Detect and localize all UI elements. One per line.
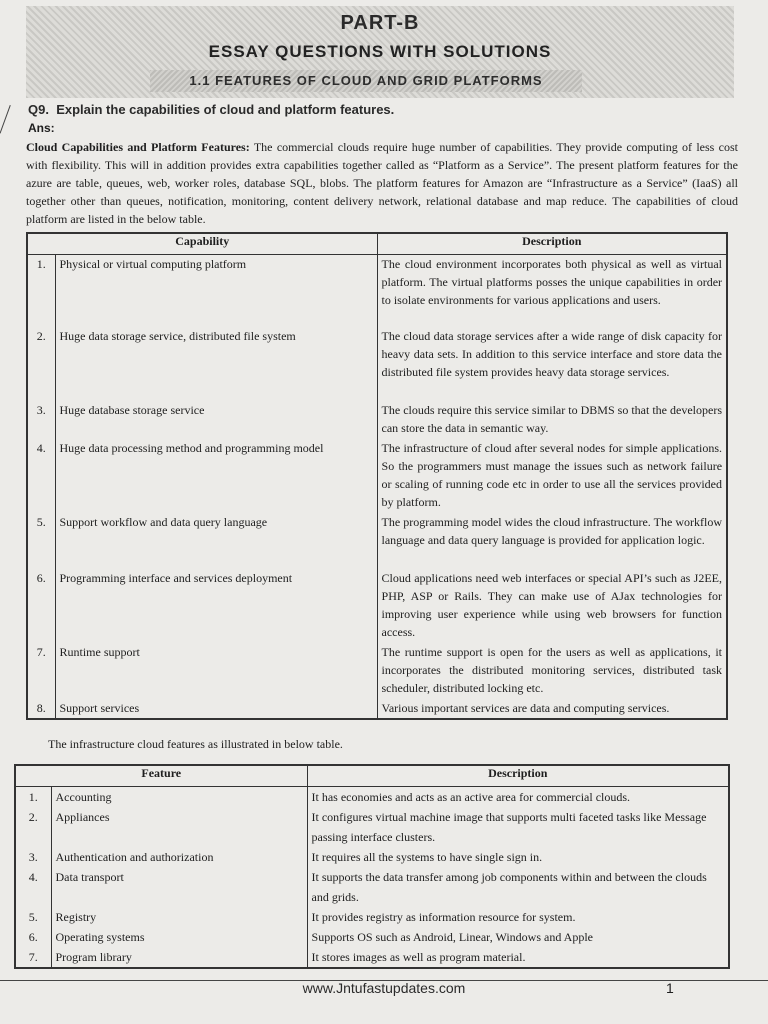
capability-cell: Support workflow and data query language <box>55 513 377 569</box>
part-title: PART-B <box>340 12 420 34</box>
row-number: 5. <box>15 907 51 927</box>
feature-cell: Program library <box>51 947 307 968</box>
table-row <box>27 401 727 439</box>
feature-cell: Appliances <box>51 807 307 847</box>
row-number: 6. <box>27 569 55 643</box>
description-cell: The clouds require this service similar to DBMS so that the developers can store the data in semantic way. <box>377 401 727 439</box>
table-row <box>15 807 729 847</box>
feature-cell: Data transport <box>51 867 307 907</box>
description-cell: It requires all the systems to have single sign in. <box>307 847 729 867</box>
description-cell: The programming model wides the cloud infrastructure. The workflow language and data query language is provided for application logic. <box>377 513 727 569</box>
description-cell: It configures virtual machine image that supports multi faceted tasks like Message passing interface clusters. <box>307 807 729 847</box>
row-number: 5. <box>27 513 55 569</box>
description-cell: The infrastructure of cloud after several nodes for simple applications. So the programmers must manage the issues such as network failure or scaling of running code etc in order to use all the services provided by platform. <box>377 439 727 513</box>
intro-paragraph <box>26 138 738 228</box>
table-header-row <box>15 765 729 787</box>
column-header-description: Description <box>377 233 727 255</box>
essay-title: ESSAY QUESTIONS WITH SOLUTIONS <box>208 42 552 61</box>
table-row <box>15 787 729 808</box>
capability-cell: Runtime support <box>55 643 377 699</box>
answer-label: Ans: <box>28 121 55 135</box>
footer-url: www.Jntufastupdates.com <box>302 980 466 996</box>
description-cell: It stores images as well as program material. <box>307 947 729 968</box>
question-heading <box>28 102 394 117</box>
description-cell: It supports the data transfer among job components within and between the clouds and grids. <box>307 867 729 907</box>
description-cell: The cloud data storage services after a wide range of disk capacity for heavy data sets. In addition to this service interface and store data the distributed file system provides heavy data storage services. <box>377 327 727 401</box>
table-row <box>15 847 729 867</box>
row-number: 6. <box>15 927 51 947</box>
description-cell: The runtime support is open for the users as well as applications, it incorporates the distributed monitoring services, distributed task scheduler, distributed locking etc. <box>377 643 727 699</box>
row-number: 8. <box>27 699 55 719</box>
column-header-description: Description <box>307 765 729 787</box>
row-number: 1. <box>27 255 55 327</box>
table-row <box>15 907 729 927</box>
table-row <box>15 947 729 968</box>
row-number: 1. <box>15 787 51 808</box>
row-number: 4. <box>27 439 55 513</box>
feature-cell: Operating systems <box>51 927 307 947</box>
feature-cell: Accounting <box>51 787 307 808</box>
table-row <box>27 439 727 513</box>
description-cell: Cloud applications need web interfaces or special API’s such as J2EE, PHP, ASP or Rails. They can make use of AJax technologies for improving user experience while using web browsers for function access. <box>377 569 727 643</box>
capability-cell: Support services <box>55 699 377 719</box>
row-number: 7. <box>27 643 55 699</box>
capability-cell: Huge data processing method and programming model <box>55 439 377 513</box>
margin-pen-mark <box>0 105 31 141</box>
capabilities-table <box>26 232 728 720</box>
section-title: 1.1 FEATURES OF CLOUD AND GRID PLATFORMS <box>150 70 582 92</box>
description-cell: Supports OS such as Android, Linear, Windows and Apple <box>307 927 729 947</box>
description-cell: The cloud environment incorporates both physical as well as virtual platform. The virtual platforms posses the unique capabilities in order to isolate environments for various applications and users. <box>377 255 727 327</box>
features-table <box>14 764 730 969</box>
feature-cell: Authentication and authorization <box>51 847 307 867</box>
row-number: 4. <box>15 867 51 907</box>
intro-text: The commercial clouds require huge number of capabilities. They provide computing of less cost with flexibility. This will in addition provides extra capabilities together called as “Platform as a Service”. The present platform features for the azure are table, queues, web, worker roles, database SQL, blobs. The platform features for Amazon are “Infrastructure as a Service” (IaaS) all together other than queues, notification, monitoring, content delivery network, relational database and map reduce. The capabilities of cloud platform are listed in the below table. <box>26 140 738 226</box>
capability-cell: Physical or virtual computing platform <box>55 255 377 327</box>
table-row <box>15 927 729 947</box>
table2-intro: The infrastructure cloud features as illustrated in below table. <box>48 737 343 751</box>
row-number: 2. <box>27 327 55 401</box>
description-cell: It provides registry as information resource for system. <box>307 907 729 927</box>
column-header-capability: Capability <box>27 233 377 255</box>
table-row <box>27 327 727 401</box>
table-row <box>27 699 727 719</box>
capability-cell: Programming interface and services deployment <box>55 569 377 643</box>
description-cell: Various important services are data and computing services. <box>377 699 727 719</box>
table-row <box>27 255 727 327</box>
capability-cell: Huge data storage service, distributed file system <box>55 327 377 401</box>
column-header-feature: Feature <box>15 765 307 787</box>
row-number: 7. <box>15 947 51 968</box>
intro-bold-lead: Cloud Capabilities and Platform Features: <box>26 140 250 154</box>
row-number: 2. <box>15 807 51 847</box>
question-text: Explain the capabilities of cloud and platform features. <box>56 102 395 117</box>
table-row <box>27 569 727 643</box>
row-number: 3. <box>15 847 51 867</box>
table-header-row <box>27 233 727 255</box>
table-row <box>27 513 727 569</box>
capability-cell: Huge database storage service <box>55 401 377 439</box>
page-number: 1 <box>666 980 674 996</box>
question-label: Q9. <box>28 102 49 117</box>
row-number: 3. <box>27 401 55 439</box>
description-cell: It has economies and acts as an active area for commercial clouds. <box>307 787 729 808</box>
feature-cell: Registry <box>51 907 307 927</box>
table-row <box>15 867 729 907</box>
table-row <box>27 643 727 699</box>
